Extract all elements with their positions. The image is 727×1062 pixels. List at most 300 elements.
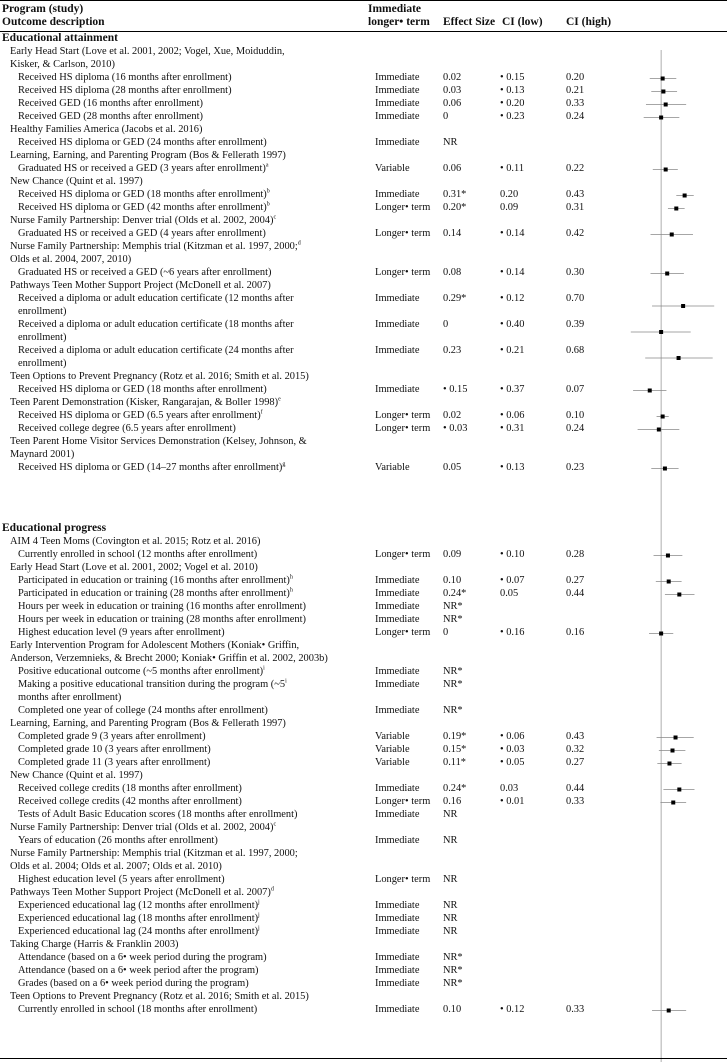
- timing-cell: Immediate: [375, 575, 420, 586]
- outcome-description: [18, 964, 372, 977]
- effect-size-cell: NR*: [443, 614, 463, 625]
- description-line: Attendance (based on a 6• week period during the program): [18, 952, 267, 963]
- outcome-row: [0, 344, 727, 370]
- ci-low-cell: • 0.23: [500, 111, 525, 122]
- timing-cell: Immediate: [375, 926, 420, 937]
- program-name: [10, 370, 364, 383]
- timing-cell: Immediate: [375, 319, 420, 330]
- timing-cell: Immediate: [375, 588, 420, 599]
- program-row: [0, 639, 727, 665]
- description-line: Graduated HS or received a GED (3 years after enrollment): [18, 163, 266, 174]
- outcome-row: [0, 795, 727, 808]
- timing-cell: Immediate: [375, 111, 420, 122]
- description-line: Healthy Families America (Jacobs et al. 2016): [10, 124, 203, 135]
- program-name: [10, 769, 364, 782]
- timing-cell: Immediate: [375, 913, 420, 924]
- effect-size-cell: NR*: [443, 666, 463, 677]
- timing-cell: Immediate: [375, 137, 420, 148]
- outcome-description: [18, 188, 372, 201]
- effect-size-cell: NR*: [443, 978, 463, 989]
- outcome-row: [0, 318, 727, 344]
- outcome-description: [18, 266, 372, 279]
- ci-low-cell: 0.03: [500, 783, 519, 794]
- timing-cell: Longer• term: [375, 267, 431, 278]
- outcome-description: [18, 136, 372, 149]
- program-name: [10, 886, 364, 899]
- footnote-marker: g: [282, 461, 286, 468]
- footnote-marker: i: [285, 678, 287, 685]
- effect-size-cell: 0.03: [443, 85, 462, 96]
- footnote-marker: h: [289, 587, 293, 594]
- effect-size-cell: NR: [443, 926, 458, 937]
- description-line: Grades (based on a 6• week period during the program): [18, 978, 249, 989]
- ci-low-cell: • 0.16: [500, 627, 525, 638]
- description-line: Tests of Adult Basic Education scores (18 months after enrollment): [18, 809, 298, 820]
- program-name: [10, 717, 364, 730]
- outcome-description: [18, 292, 372, 318]
- effect-size-cell: 0.09: [443, 549, 462, 560]
- effect-size-cell: NR: [443, 835, 458, 846]
- description-line: Pathways Teen Mother Support Project (McDonell et al. 2007): [10, 280, 271, 291]
- description-line: Experienced educational lag (24 months after enrollment): [18, 926, 259, 937]
- program-name: [10, 279, 364, 292]
- outcome-row: [0, 808, 727, 821]
- footnote-marker: d: [270, 886, 274, 893]
- program-name: [10, 535, 364, 548]
- program-row: [0, 886, 727, 899]
- description-line: Graduated HS or received a GED (~6 years after enrollment): [18, 267, 272, 278]
- outcome-row: [0, 548, 727, 561]
- footnote-marker: i: [263, 665, 265, 672]
- outcome-row: [0, 743, 727, 756]
- ci-low-cell: • 0.03: [500, 744, 525, 755]
- effect-size-cell: 0.20*: [443, 202, 467, 213]
- effect-size-cell: 0.24*: [443, 783, 467, 794]
- timing-cell: Immediate: [375, 614, 420, 625]
- outcome-description: [18, 977, 372, 990]
- ci-high-cell: 0.30: [566, 267, 585, 278]
- effect-size-cell: 0.11*: [443, 757, 466, 768]
- ci-low-cell: • 0.13: [500, 462, 525, 473]
- ci-low-cell: • 0.37: [500, 384, 525, 395]
- description-line: Received HS diploma or GED (18 months after enrollment): [18, 384, 267, 395]
- timing-cell: Immediate: [375, 189, 420, 200]
- effect-size-cell: 0.23: [443, 345, 462, 356]
- ci-high-cell: 0.27: [566, 757, 585, 768]
- outcome-row: [0, 912, 727, 925]
- outcome-row: [0, 964, 727, 977]
- footnote-marker: d: [297, 240, 301, 247]
- effect-size-cell: 0.06: [443, 163, 462, 174]
- program-name: [10, 639, 364, 665]
- description-line: Nurse Family Partnership: Denver trial (Olds et al. 2002, 2004): [10, 822, 274, 833]
- outcome-row: [0, 834, 727, 847]
- program-row: [0, 561, 727, 574]
- effect-size-cell: 0: [443, 111, 449, 122]
- timing-cell: Longer• term: [375, 796, 431, 807]
- description-line: Teen Parent Demonstration (Kisker, Rangarajan, & Boller 1998): [10, 397, 279, 408]
- description-line: Participated in education or training (16 months after enrollment): [18, 575, 290, 586]
- outcome-row: [0, 162, 727, 175]
- ci-high-cell: 0.32: [566, 744, 585, 755]
- timing-cell: Immediate: [375, 900, 420, 911]
- description-line: Received HS diploma or GED (42 months after enrollment): [18, 202, 267, 213]
- outcome-description: [18, 201, 372, 214]
- timing-cell: Variable: [375, 163, 410, 174]
- outcome-row: [0, 84, 727, 97]
- effect-size-cell: NR: [443, 900, 458, 911]
- timing-cell: Immediate: [375, 965, 420, 976]
- outcome-row: [0, 587, 727, 600]
- program-row: [0, 240, 727, 266]
- timing-cell: Immediate: [375, 72, 420, 83]
- description-line: Participated in education or training (28 months after enrollment): [18, 588, 290, 599]
- outcome-row: [0, 704, 727, 717]
- program-name: [10, 435, 364, 461]
- outcome-description: [18, 587, 372, 600]
- outcome-row: [0, 613, 727, 626]
- program-row: [0, 938, 727, 951]
- outcome-description: [18, 1003, 372, 1016]
- ci-low-cell: • 0.07: [500, 575, 525, 586]
- outcome-row: [0, 97, 727, 110]
- effect-size-cell: 0.24*: [443, 588, 467, 599]
- outcome-description: [18, 97, 372, 110]
- description-line: Pathways Teen Mother Support Project (McDonell et al. 2007): [10, 887, 271, 898]
- effect-size-cell: NR: [443, 137, 458, 148]
- outcome-row: [0, 1003, 727, 1016]
- description-line: enrollment): [18, 332, 67, 343]
- ci-high-cell: 0.44: [566, 783, 585, 794]
- description-line: Currently enrolled in school (12 months after enrollment): [18, 549, 258, 560]
- description-line: Highest education level (9 years after enrollment): [18, 627, 225, 638]
- program-row: [0, 45, 727, 71]
- timing-cell: Variable: [375, 757, 410, 768]
- description-line: enrollment): [18, 358, 67, 369]
- outcome-description: [18, 613, 372, 626]
- outcome-description: [18, 782, 372, 795]
- effect-size-cell: NR*: [443, 965, 463, 976]
- outcome-description: [18, 704, 372, 717]
- ci-high-cell: 0.42: [566, 228, 585, 239]
- outcome-description: [18, 84, 372, 97]
- program-name: [10, 821, 364, 834]
- description-line: Completed grade 9 (3 years after enrollment): [18, 731, 206, 742]
- description-line: Graduated HS or received a GED (4 years after enrollment): [18, 228, 266, 239]
- outcome-row: [0, 626, 727, 639]
- outcome-description: [18, 383, 372, 396]
- ci-high-cell: 0.23: [566, 462, 585, 473]
- description-line: Olds et al. 2004; Olds et al. 2007; Olds et al. 2010): [10, 861, 222, 872]
- ci-high-cell: 0.21: [566, 85, 585, 96]
- program-row: [0, 435, 727, 461]
- effect-size-cell: NR*: [443, 601, 463, 612]
- ci-high-cell: 0.44: [566, 588, 585, 599]
- outcome-description: [18, 730, 372, 743]
- ci-high-cell: 0.39: [566, 319, 585, 330]
- effect-size-cell: 0.02: [443, 72, 462, 83]
- outcome-description: [18, 925, 372, 938]
- outcome-description: [18, 873, 372, 886]
- ci-high-cell: 0.33: [566, 1004, 585, 1015]
- ci-high-cell: 0.31: [566, 202, 585, 213]
- ci-high-cell: 0.10: [566, 410, 585, 421]
- program-name: [10, 938, 364, 951]
- outcome-description: [18, 795, 372, 808]
- ci-high-cell: 0.70: [566, 293, 585, 304]
- description-line: Hours per week in education or training (16 months after enrollment): [18, 601, 306, 612]
- effect-size-cell: 0.06: [443, 98, 462, 109]
- description-line: Attendance (based on a 6• week period after the program): [18, 965, 259, 976]
- timing-cell: Variable: [375, 462, 410, 473]
- ci-high-cell: 0.20: [566, 72, 585, 83]
- ci-low-cell: • 0.12: [500, 1004, 525, 1015]
- timing-cell: Longer• term: [375, 202, 431, 213]
- timing-cell: Longer• term: [375, 549, 431, 560]
- outcome-description: [18, 600, 372, 613]
- outcome-row: [0, 227, 727, 240]
- timing-cell: Immediate: [375, 1004, 420, 1015]
- effect-size-cell: 0.15*: [443, 744, 467, 755]
- description-line: Received HS diploma or GED (6.5 years after enrollment): [18, 410, 261, 421]
- ci-low-cell: • 0.14: [500, 228, 525, 239]
- outcome-description: [18, 71, 372, 84]
- timing-cell: Immediate: [375, 952, 420, 963]
- timing-cell: Immediate: [375, 666, 420, 677]
- timing-cell: Immediate: [375, 705, 420, 716]
- outcome-row: [0, 136, 727, 149]
- effect-size-cell: • 0.15: [443, 384, 468, 395]
- outcome-description: [18, 743, 372, 756]
- timing-cell: Variable: [375, 744, 410, 755]
- table-header: [0, 0, 727, 32]
- description-line: Years of education (26 months after enrollment): [18, 835, 218, 846]
- description-line: Taking Charge (Harris & Franklin 2003): [10, 939, 179, 950]
- description-line: Highest education level (5 years after enrollment): [18, 874, 225, 885]
- outcome-row: [0, 461, 727, 474]
- outcome-row: [0, 574, 727, 587]
- timing-cell: Immediate: [375, 679, 420, 690]
- ci-low-cell: 0.05: [500, 588, 519, 599]
- ci-low-cell: 0.20: [500, 189, 519, 200]
- ci-high-cell: 0.43: [566, 189, 585, 200]
- ci-low-cell: • 0.06: [500, 410, 525, 421]
- footnote-marker: j: [258, 912, 260, 919]
- program-name: [10, 847, 364, 873]
- ci-high-header: CI (high): [566, 16, 612, 28]
- ci-high-cell: 0.68: [566, 345, 585, 356]
- timing-cell: Immediate: [375, 384, 420, 395]
- outcome-description: [18, 409, 372, 422]
- effect-size-cell: NR: [443, 809, 458, 820]
- program-row: [0, 396, 727, 409]
- program-name: [10, 214, 364, 227]
- section-title: Educational progress: [2, 522, 107, 534]
- effect-size-cell: 0.05: [443, 462, 462, 473]
- timing-cell: Immediate: [375, 601, 420, 612]
- ci-low-cell: • 0.11: [500, 163, 525, 174]
- description-line: Nurse Family Partnership: Memphis trial (Kitzman et al. 1997, 2000;: [10, 848, 298, 859]
- timing-cell: Longer• term: [375, 874, 431, 885]
- ci-high-cell: 0.27: [566, 575, 585, 586]
- outcome-row: [0, 292, 727, 318]
- outcome-row: [0, 71, 727, 84]
- effect-size-cell: NR*: [443, 679, 463, 690]
- ci-low-cell: • 0.14: [500, 267, 525, 278]
- program-name: [10, 45, 364, 71]
- description-line: Learning, Earning, and Parenting Program (Bos & Fellerath 1997): [10, 150, 286, 161]
- description-line: Received HS diploma (16 months after enrollment): [18, 72, 232, 83]
- ci-low-cell: • 0.12: [500, 293, 525, 304]
- outcome-description: [18, 834, 372, 847]
- description-line: Completed grade 10 (3 years after enrollment): [18, 744, 211, 755]
- description-line: Early Head Start (Love et al. 2001, 2002; Vogel et al. 2010): [10, 562, 258, 573]
- outcome-description: [18, 422, 372, 435]
- description-line: Learning, Earning, and Parenting Program (Bos & Fellerath 1997): [10, 718, 286, 729]
- footnote-marker: f: [260, 409, 263, 416]
- outcome-description: [18, 951, 372, 964]
- ci-low-cell: • 0.21: [500, 345, 525, 356]
- timing-cell: Immediate: [375, 783, 420, 794]
- description-line: Experienced educational lag (18 months after enrollment): [18, 913, 259, 924]
- program-name: [10, 990, 364, 1003]
- outcome-row: [0, 188, 727, 201]
- effect-size-cell: 0.08: [443, 267, 462, 278]
- outcome-row: [0, 977, 727, 990]
- ci-low-cell: • 0.13: [500, 85, 525, 96]
- program-name: [10, 561, 364, 574]
- footnote-marker: a: [265, 162, 269, 169]
- description-line: Completed one year of college (24 months after enrollment): [18, 705, 268, 716]
- outcome-description: [18, 574, 372, 587]
- effect-size-cell: 0.29*: [443, 293, 467, 304]
- timing-cell: Immediate: [375, 345, 420, 356]
- ci-low-cell: • 0.40: [500, 319, 525, 330]
- description-line: Teen Options to Prevent Pregnancy (Rotz et al. 2016; Smith et al. 2015): [10, 991, 309, 1002]
- ci-low-cell: • 0.10: [500, 549, 525, 560]
- timing-cell: Longer• term: [375, 627, 431, 638]
- effect-size-cell: 0.19*: [443, 731, 467, 742]
- description-line: Completed grade 11 (3 years after enrollment): [18, 757, 211, 768]
- description-line: Received college credits (18 months after enrollment): [18, 783, 242, 794]
- effect-size-cell: 0.14: [443, 228, 462, 239]
- description-line: AIM 4 Teen Moms (Covington et al. 2015; Rotz et al. 2016): [10, 536, 261, 547]
- description-line: Hours per week in education or training (28 months after enrollment): [18, 614, 306, 625]
- program-row: [0, 175, 727, 188]
- timing-cell: Immediate: [375, 85, 420, 96]
- outcome-row: [0, 730, 727, 743]
- description-line: Kisker, & Carlson, 2010): [10, 59, 115, 70]
- description-line: Nurse Family Partnership: Denver trial (Olds et al. 2002, 2004): [10, 215, 274, 226]
- outcome-description: [18, 318, 372, 344]
- outcome-row: [0, 756, 727, 769]
- ci-high-cell: 0.22: [566, 163, 585, 174]
- outcome-row: [0, 383, 727, 396]
- outcome-row: [0, 782, 727, 795]
- effect-size-cell: 0: [443, 627, 449, 638]
- description-line: Teen Parent Home Visitor Services Demonstration (Kelsey, Johnson, &: [10, 436, 307, 447]
- program-row: [0, 821, 727, 834]
- effect-size-cell: NR*: [443, 705, 463, 716]
- effect-size-cell: NR: [443, 874, 458, 885]
- timing-cell: Immediate: [375, 835, 420, 846]
- program-name: [10, 175, 364, 188]
- description-line: Teen Options to Prevent Pregnancy (Rotz et al. 2016; Smith et al. 2015): [10, 371, 309, 382]
- description-line: Received a diploma or adult education certificate (12 months after: [18, 293, 294, 304]
- ci-high-cell: 0.33: [566, 98, 585, 109]
- outcome-row: [0, 266, 727, 279]
- program-row: [0, 149, 727, 162]
- description-line: Received HS diploma (28 months after enrollment): [18, 85, 232, 96]
- description-line: enrollment): [18, 306, 67, 317]
- description-line: Received GED (28 months after enrollment): [18, 111, 203, 122]
- outcome-row: [0, 600, 727, 613]
- effect-size-cell: 0.31*: [443, 189, 467, 200]
- table-bottom-rule: [0, 1058, 727, 1059]
- ci-low-cell: • 0.31: [500, 423, 525, 434]
- outcome-description: [18, 110, 372, 123]
- effect-size-cell: NR: [443, 913, 458, 924]
- outcome-description: [18, 162, 372, 175]
- program-row: [0, 370, 727, 383]
- ci-low-cell: • 0.15: [500, 72, 525, 83]
- outcome-description: [18, 808, 372, 821]
- description-line: Olds et al. 2004, 2007, 2010): [10, 254, 132, 265]
- footnote-marker: c: [273, 821, 277, 828]
- ci-high-cell: 0.33: [566, 796, 585, 807]
- effect-size-cell: 0.10: [443, 575, 462, 586]
- section-title: Educational attainment: [2, 32, 118, 44]
- outcome-description: [18, 665, 372, 678]
- ci-low-cell: • 0.05: [500, 757, 525, 768]
- timing-cell: Immediate: [375, 293, 420, 304]
- description-line: Received HS diploma or GED (18 months after enrollment): [18, 189, 267, 200]
- effect-size-cell: 0.10: [443, 1004, 462, 1015]
- outcome-row: [0, 422, 727, 435]
- description-line: Nurse Family Partnership: Memphis trial (Kitzman et al. 1997, 2000;: [10, 241, 298, 252]
- outcome-row: [0, 925, 727, 938]
- timing-cell: Longer• term: [375, 423, 431, 434]
- effect-size-cell: NR*: [443, 952, 463, 963]
- outcome-description: [18, 626, 372, 639]
- outcome-description: [18, 548, 372, 561]
- outcome-description: [18, 912, 372, 925]
- description-line: New Chance (Quint et al. 1997): [10, 176, 143, 187]
- outcome-description: [18, 899, 372, 912]
- description-line: Early Intervention Program for Adolescent Mothers (Koniak• Griffin,: [10, 640, 300, 651]
- description-line: months after enrollment): [18, 692, 122, 703]
- outcome-description: [18, 678, 372, 704]
- outcome-row: [0, 201, 727, 214]
- ci-high-cell: 0.16: [566, 627, 585, 638]
- description-line: Received college degree (6.5 years after enrollment): [18, 423, 236, 434]
- outcome-row: [0, 110, 727, 123]
- outcome-description: [18, 756, 372, 769]
- timing-cell: Immediate: [375, 978, 420, 989]
- footnote-marker: b: [266, 188, 270, 195]
- outcome-row: [0, 899, 727, 912]
- program-row: [0, 717, 727, 730]
- effect-size-header: Effect Size: [443, 16, 496, 28]
- program-header: Program (study) Outcome description: [2, 3, 105, 28]
- description-line: Received a diploma or adult education certificate (18 months after: [18, 319, 294, 330]
- outcome-row: [0, 678, 727, 704]
- description-line: New Chance (Quint et al. 1997): [10, 770, 143, 781]
- program-row: [0, 279, 727, 292]
- program-row: [0, 535, 727, 548]
- program-row: [0, 769, 727, 782]
- description-line: Received HS diploma or GED (14–27 months after enrollment): [18, 462, 283, 473]
